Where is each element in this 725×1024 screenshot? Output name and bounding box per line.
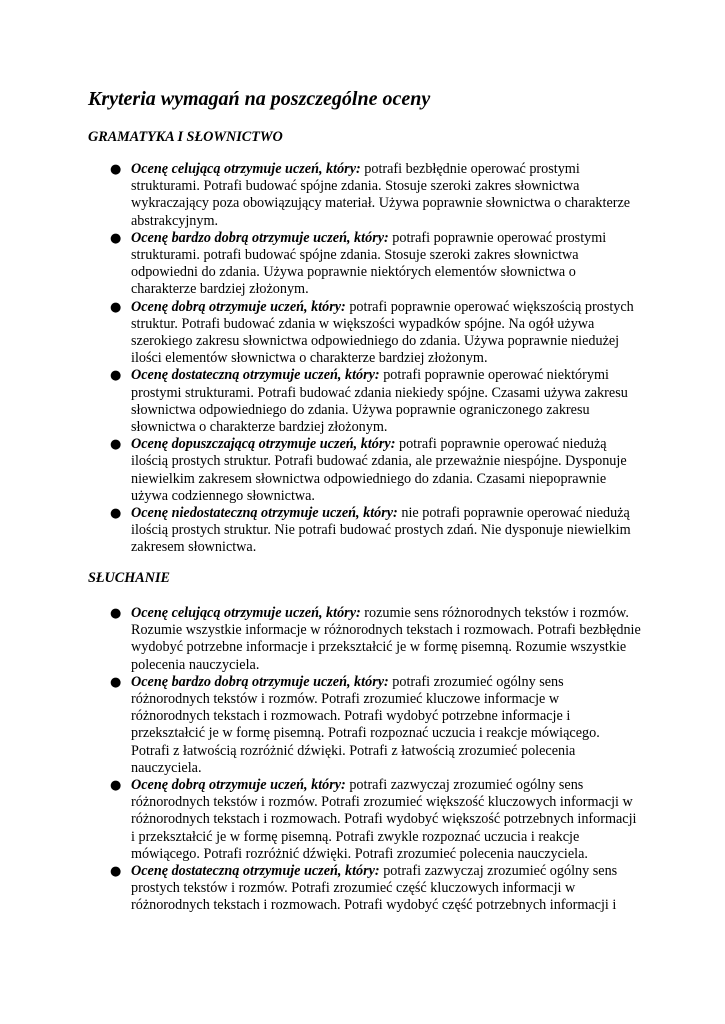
criteria-list-sluchanie [0, 605, 641, 915]
grade-lead: Ocenę dopuszczającą otrzymuje uczeń, który: [131, 436, 396, 453]
grade-lead: Ocenę dostateczną otrzymuje uczeń, który: [131, 367, 380, 384]
criteria-list-gramatyka [0, 161, 641, 557]
criteria-text [131, 367, 641, 436]
page-title: Kryteria wymagań na poszczególne oceny [88, 88, 431, 110]
bullet-icon: ● [110, 162, 122, 177]
section-heading-sluchanie: SŁUCHANIE [88, 570, 170, 586]
criteria-item-niedostateczna [0, 505, 641, 557]
grade-lead: Ocenę celującą otrzymuje uczeń, który: [131, 605, 361, 621]
grade-lead: Ocenę bardzo dobrą otrzymuje uczeń, który: [131, 673, 389, 690]
grade-lead: Ocenę celującą otrzymuje uczeń, który: [131, 161, 361, 177]
grade-description: nie potrafi poprawnie operować niedużą ilością prostych struktur. Nie potrafi budować prostych zdań. Nie dysponuje niewielkim zakresem słownictwa. [131, 505, 631, 556]
criteria-item-dostateczna [0, 863, 641, 915]
criteria-text [131, 674, 641, 777]
bullet-icon: ● [110, 778, 122, 794]
grade-description: potrafi zazwyczaj zrozumieć ogólny sens różnorodnych tekstów i rozmów. Potrafi zrozumieć większość kluczowych informacji w różnorodnych tekstach i rozmowach. Potrafi wydobyć większość potrzebnych informacji i przekształcić je w formę pisemną. Potrafi zwykle rozpoznać uczucia i reakcje mówiącego. Potrafi rozróżnić dźwięki. Potrafi zrozumieć polecenia nauczyciela. [131, 777, 637, 862]
criteria-text [131, 299, 641, 368]
grade-lead: Ocenę dobrą otrzymuje uczeń, który: [131, 298, 346, 315]
bullet-icon: ● [110, 437, 122, 453]
grade-description: potrafi bezbłędnie operować prostymi strukturami. Potrafi budować spójne zdania. Stosuje szeroki zakres słownictwa wykraczający poza obowiązujący materiał. Używa poprawnie słownictwa o charakterze abstrakcyjnym. [131, 161, 631, 229]
grade-lead: Ocenę niedostateczną otrzymuje uczeń, który: [131, 505, 398, 522]
criteria-text [131, 161, 641, 230]
criteria-item-bardzo-dobra [0, 230, 641, 299]
bullet-icon: ● [110, 674, 122, 690]
criteria-item-dobra [0, 777, 641, 863]
criteria-text [131, 230, 641, 299]
criteria-item-bardzo-dobra [0, 674, 641, 777]
bullet-icon: ● [110, 606, 122, 621]
criteria-text [131, 863, 641, 915]
criteria-item-celujaca [0, 161, 641, 230]
bullet-icon: ● [110, 864, 122, 880]
criteria-item-dobra [0, 299, 641, 368]
criteria-text [131, 777, 641, 863]
criteria-item-dostateczna [0, 367, 641, 436]
grade-description: potrafi poprawnie operować niektórymi prostymi strukturami. Potrafi budować zdania niekiedy spójne. Czasami używa zakresu słownictwa odpowiedniego do zdania. Używa poprawnie ograniczonego zakresu słownictwa o charakterze bardziej złożonym. [131, 367, 628, 436]
bullet-icon: ● [110, 299, 122, 315]
bullet-icon: ● [110, 230, 122, 246]
criteria-text [131, 505, 641, 557]
criteria-item-dopuszczajaca [0, 436, 641, 505]
criteria-item-celujaca [0, 605, 641, 674]
bullet-icon: ● [110, 506, 122, 522]
grade-lead: Ocenę dobrą otrzymuje uczeń, który: [131, 777, 346, 794]
grade-description: potrafi poprawnie operować prostymi strukturami. potrafi budować spójne zdania. Stosuje szeroki zakres słownictwa odpowiedni do zdania. Używa poprawnie niektórych elementów słownictwa o charakterze bardziej złożonym. [131, 229, 607, 298]
criteria-text [131, 436, 641, 505]
grade-description: rozumie sens różnorodnych tekstów i rozmów. Rozumie wszystkie informacje w różnorodnych tekstach i rozmowach. Potrafi bezbłędnie wydobyć potrzebne informacje i przekształcić je w formę pisemną. Rozumie wszystkie polecenia nauczyciela. [131, 605, 641, 673]
grade-lead: Ocenę bardzo dobrą otrzymuje uczeń, który: [131, 229, 389, 246]
grade-description: potrafi zrozumieć ogólny sens różnorodnych tekstów i rozmów. Potrafi zrozumieć kluczowe informacje w różnorodnych tekstach i rozmowach. Potrafi wydobyć potrzebne informacje i przekształcić je w formę pisemną. Potrafi rozpoznać uczucia i reakcje mówiącego. Potrafi z łatwością rozróżnić dźwięki. Potrafi z łatwością zrozumieć polecenia nauczyciela. [131, 673, 600, 776]
grade-lead: Ocenę dostateczną otrzymuje uczeń, który: [131, 863, 380, 880]
grade-description: potrafi poprawnie operować niedużą ilością prostych struktur. Potrafi budować zdania, ale przeważnie niespójne. Dysponuje niewielkim zakresem słownictwa odpowiedniego do zdania. Czasami niepoprawnie używa codziennego słownictwa. [131, 436, 627, 504]
grade-description: potrafi zazwyczaj zrozumieć ogólny sens prostych tekstów i rozmów. Potrafi zrozumieć część kluczowych informacji w różnorodnych tekstach i rozmowach. Potrafi wydobyć część potrzebnych informacji i [131, 863, 618, 914]
section-heading-gramatyka: GRAMATYKA I SŁOWNICTWO [88, 129, 283, 145]
bullet-icon: ● [110, 368, 122, 384]
criteria-text [131, 605, 641, 674]
grade-description: potrafi poprawnie operować większością prostych struktur. Potrafi budować zdania w większości wypadków spójne. Na ogół używa szerokiego zakresu słownictwa odpowiedniego do zdania. Używa poprawnie niedużej ilości elementów słownictwa o charakterze bardziej złożonym. [131, 298, 634, 367]
